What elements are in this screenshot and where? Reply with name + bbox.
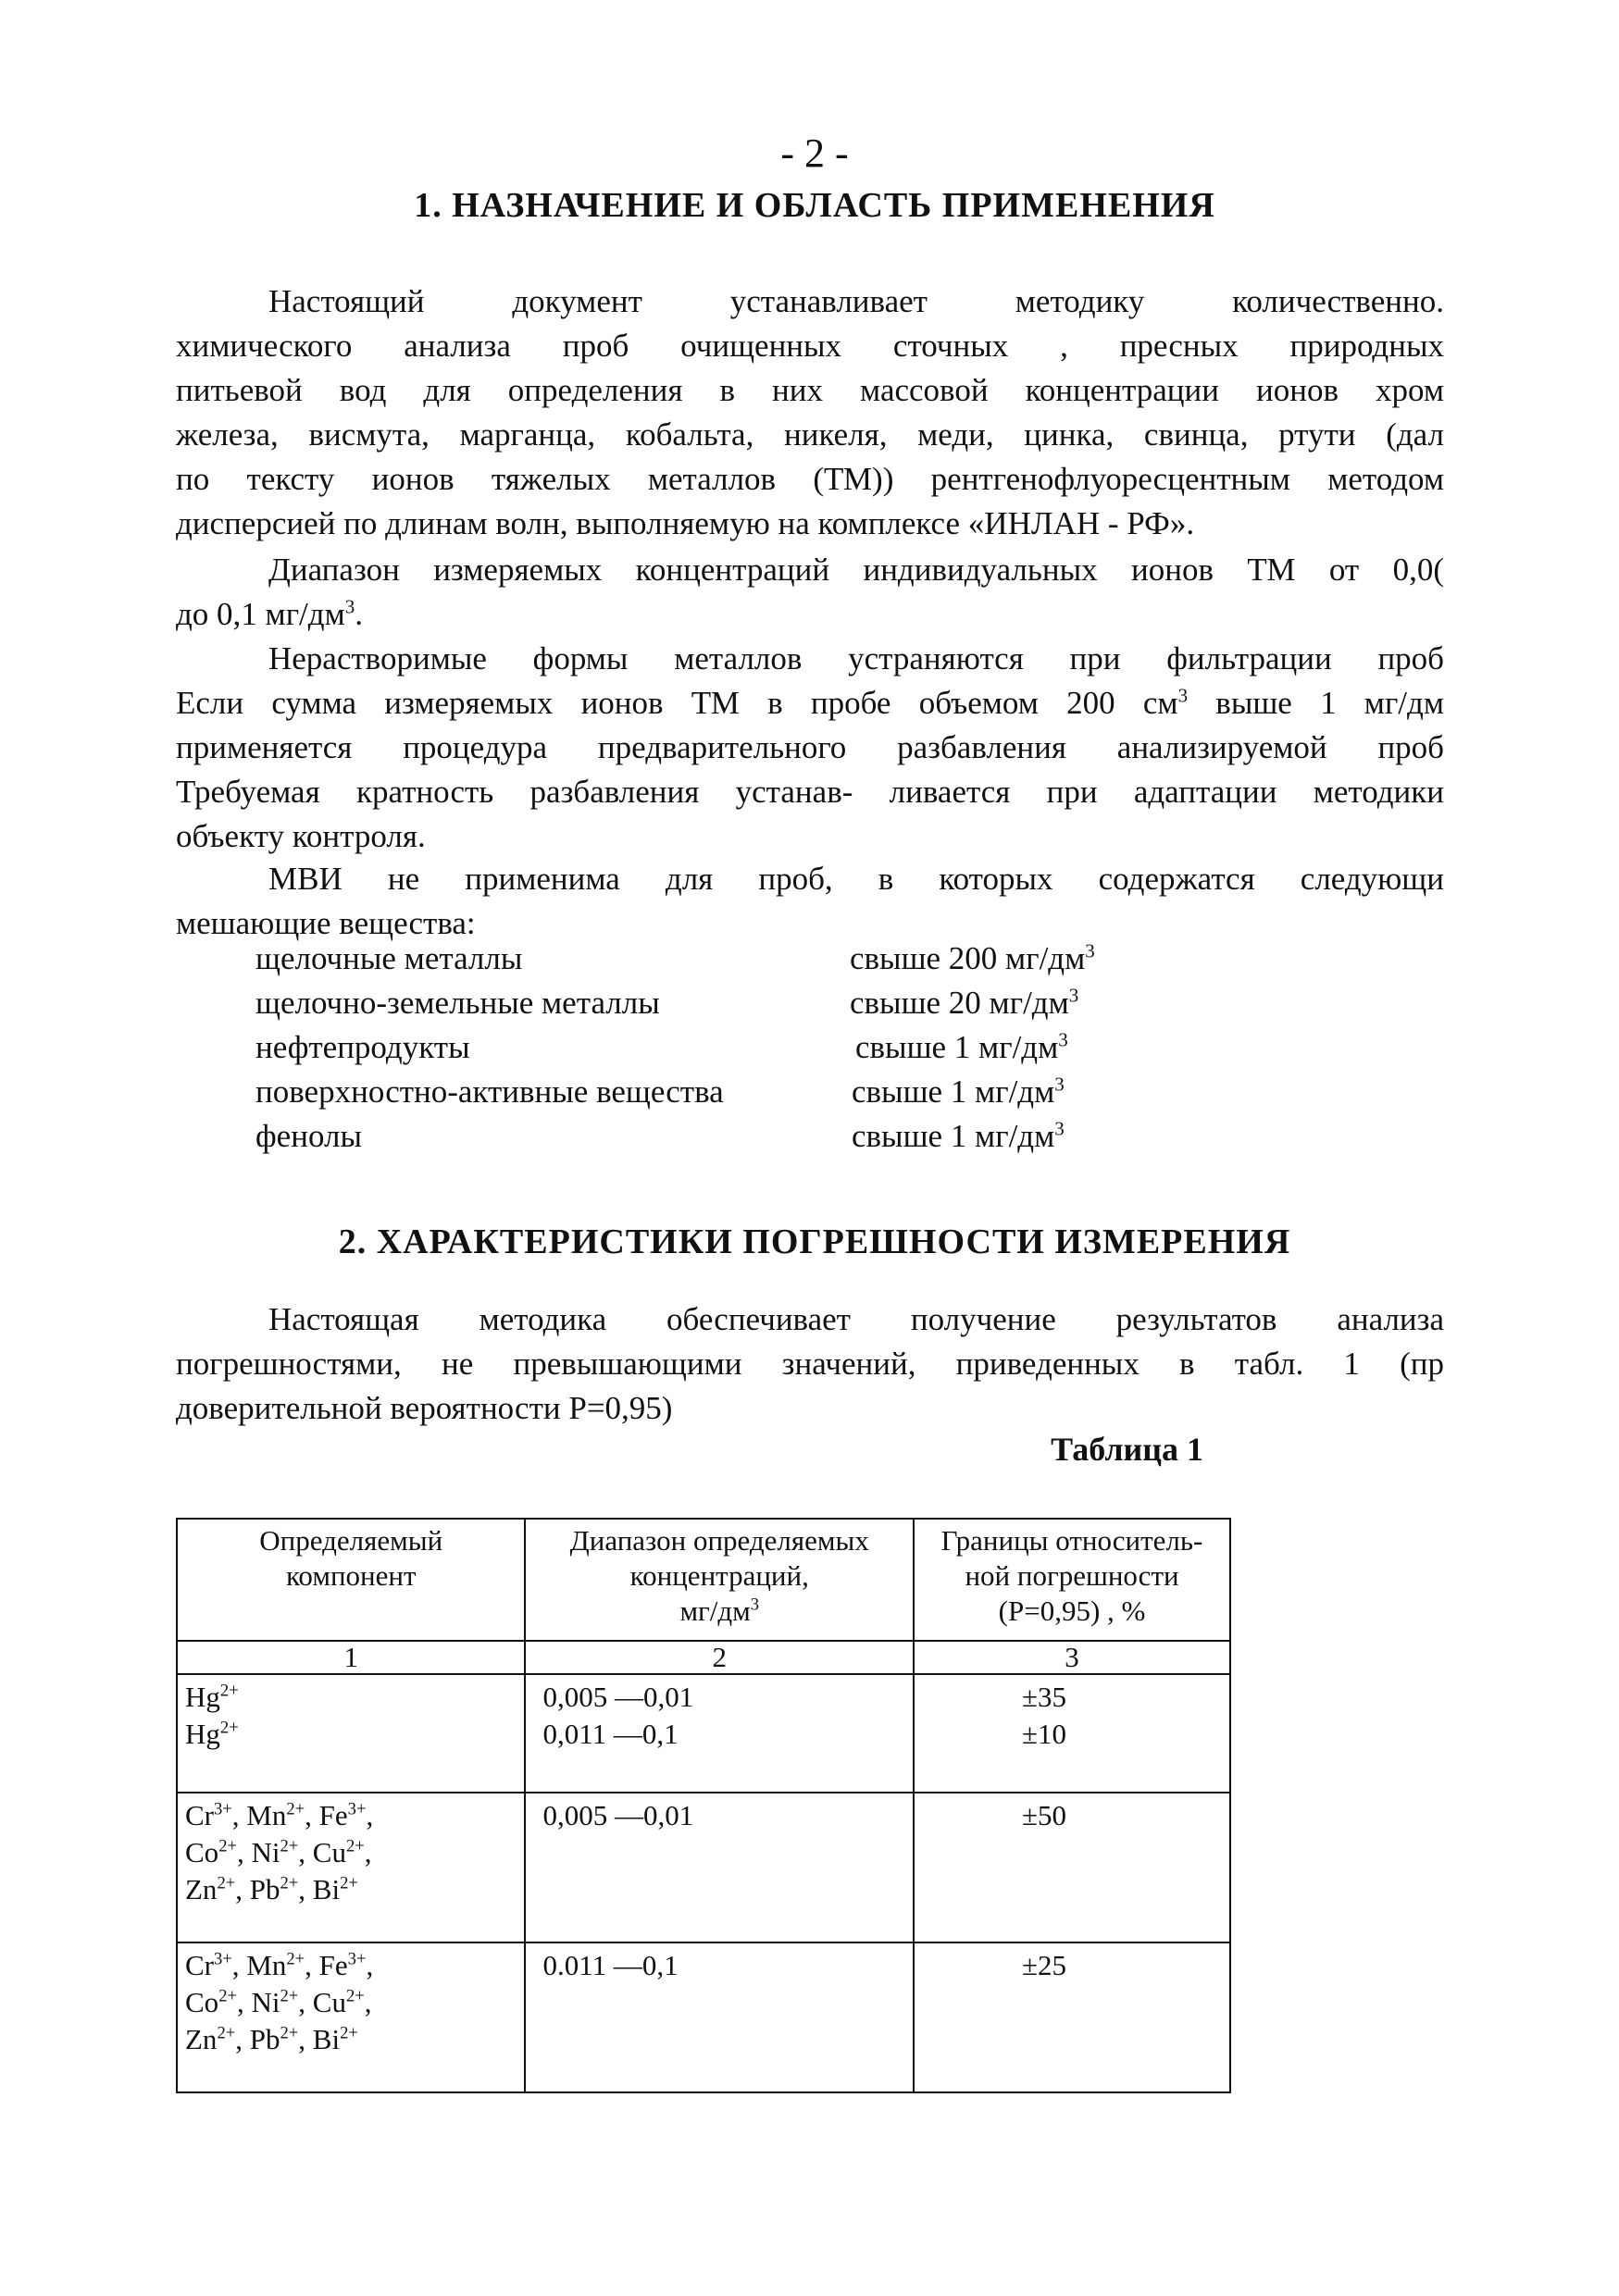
component-cell [177,1942,525,2092]
ion-symbol: , Ni [236,1836,280,1868]
text-line: Настоящий документ устанавливает методику количественно. [268,283,1444,319]
limit-text: свыше 1 мг/дм [855,1029,1059,1065]
text-line: Диапазон измеряемых концентраций индивидуальных ионов ТМ от 0,0( [268,552,1444,588]
text-line: Требуемая кратность разбавления устанав- ливается при адаптации методики [176,774,1444,810]
range-cell [525,1793,914,1942]
ion-charge: 2+ [280,1986,299,2006]
header-line: ной погрешности [965,1559,1179,1592]
section-1-paragraph-1 [176,279,1444,546]
ion-charge: 3+ [347,1799,367,1819]
text-line: дисперсией по длинам волн, выполняемую на комплексе «ИНЛАН - РФ». [176,505,1195,541]
interferent-name: фенолы [255,1118,362,1154]
ion-charge: 2+ [217,2023,236,2043]
limit-text: свыше 1 мг/дм [852,1074,1055,1110]
range-value: 0,005 —0,01 [542,1681,694,1713]
component-line [185,1871,517,1908]
ion-symbol: Cr [185,1949,214,1981]
ion-charge: 2+ [340,1873,358,1893]
interferent-name: нефтепродукты [255,1029,470,1065]
ion-symbol: , Ni [236,1986,280,2018]
superscript: 3 [1085,939,1095,962]
range-value: 0,005 —0,01 [542,1799,694,1831]
interferent-limit [852,1074,1065,1111]
interferent-limit [852,1118,1065,1155]
superscript: 3 [1054,1117,1065,1140]
error-cell [914,1793,1230,1942]
section-2-title: 2. ХАРАКТЕРИСТИКИ ПОГРЕШНОСТИ ИЗМЕРЕНИЯ [338,1222,1291,1261]
text-line: МВИ не применима для проб, в которых содержатся следующи [268,861,1444,897]
error-value: ±50 [1022,1799,1067,1831]
component-line [185,1834,517,1871]
column-header-error [914,1519,1230,1641]
error-cell [914,1942,1230,2092]
range-value: 0,011 —0,1 [542,1718,679,1750]
header-line: Границы относитель- [940,1524,1203,1557]
column-header-component [177,1519,525,1641]
ion-symbol: Cr [185,1799,214,1831]
ion-charge: 2+ [219,1718,239,1738]
ion-charge: 2+ [280,1873,299,1893]
ion-symbol: , Mn [231,1949,287,1981]
ion-symbol: , Cu [298,1986,346,2018]
text-line: мешающие вещества: [176,905,476,941]
component-line [185,1947,517,1984]
ion-symbol: Hg [185,1718,220,1750]
text-line [176,681,1444,726]
component-line [185,2021,517,2058]
error-value: ±10 [1022,1718,1067,1750]
header-line: Диапазон определяемых [569,1524,869,1557]
text-line: по тексту ионов тяжелых металлов (ТМ)) рентгенофлуоресцентным методом [176,461,1444,497]
component-line [185,1716,517,1753]
text-line: химического анализа проб очищенных сточных , пресных природных [176,328,1444,364]
error-value: ±25 [1022,1949,1067,1981]
section-2-paragraph-1 [176,1297,1444,1431]
section-1-paragraph-3 [176,637,1444,859]
ion-symbol: , Mn [231,1799,287,1831]
text-line: погрешностями, не превышающими значений, приведенных в табл. 1 (пр [176,1346,1444,1382]
page-number: - 2 - [780,130,849,176]
superscript: 3 [750,1595,760,1615]
interferent-limit [850,940,1095,977]
component-line [185,1679,517,1716]
ion-charge: 3+ [347,1949,367,1969]
table-row [177,1793,1230,1942]
superscript: 3 [1177,684,1189,707]
interferent-name: щелочные металлы [255,940,523,976]
column-number: 3 [914,1641,1230,1674]
ion-symbol: , Fe [305,1949,348,1981]
superscript: 3 [1068,984,1079,1007]
superscript: 3 [1054,1073,1065,1096]
component-cell [177,1674,525,1793]
ion-charge: 2+ [219,1681,239,1701]
table-body [177,1641,1230,2092]
ion-symbol: , [364,1986,372,2018]
ion-charge: 2+ [218,1836,237,1856]
ion-charge: 2+ [217,1873,236,1893]
ion-symbol: , [366,1799,374,1831]
section-1-paragraph-2 [176,548,1444,637]
ion-symbol: , [366,1949,374,1981]
text-line: железа, висмута, марганца, кобальта, никеля, меди, цинка, свинца, ртути (дал [176,416,1444,453]
superscript: 3 [1058,1028,1068,1051]
ion-symbol: , Fe [305,1799,348,1831]
component-cell [177,1793,525,1942]
header-line: (P=0,95) , % [998,1595,1146,1627]
superscript: 3 [344,595,355,618]
text-line: применяется процедура предварительного разбавления анализируемой проб [176,729,1444,765]
ion-symbol: Hg [185,1681,220,1713]
component-line [185,1984,517,2021]
ion-symbol: , Pb [235,1873,280,1905]
ion-charge: 2+ [345,1836,365,1856]
column-number-row [177,1641,1230,1674]
table-caption: Таблица 1 [1051,1431,1203,1468]
interferent-limit [850,985,1078,1022]
limit-text: свыше 1 мг/дм [852,1118,1055,1154]
text-line: Нерастворимые формы металлов устраняются при фильтрации проб [268,640,1444,676]
section-1-paragraph-4 [176,857,1444,946]
text-line: Настоящая методика обеспечивает получение результатов анализа [268,1301,1444,1337]
error-cell [914,1674,1230,1793]
ion-charge: 2+ [280,1836,299,1856]
ion-symbol: , Bi [298,2023,341,2055]
range-cell [525,1942,914,2092]
ion-symbol: Co [185,1986,219,2018]
range-value: 0.011 —0,1 [542,1949,679,1981]
text-line: питьевой вод для определения в них массовой концентрации ионов хром [176,372,1444,408]
ion-symbol: , Bi [298,1873,341,1905]
table-row [177,1674,1230,1793]
header-line: мг/дм [679,1595,751,1627]
header-line: Определяемый [259,1524,443,1557]
column-number: 1 [177,1641,525,1674]
column-number: 2 [525,1641,914,1674]
interferent-limit [855,1029,1068,1066]
component-line [185,1797,517,1834]
limit-text: свыше 200 мг/дм [850,940,1086,976]
interferent-name: щелочно-земельные металлы [255,985,660,1021]
ion-symbol: , Cu [298,1836,346,1868]
table-header-row [177,1519,1230,1641]
range-cell [525,1674,914,1793]
header-line: концентраций, [629,1559,809,1592]
ion-charge: 2+ [345,1986,365,2006]
text-fragment: . [355,596,363,632]
ion-charge: 2+ [280,2023,299,2043]
text-line: доверительной вероятности P=0,95) [176,1390,673,1426]
ion-charge: 2+ [340,2023,358,2043]
section-1-title: 1. НАЗНАЧЕНИЕ И ОБЛАСТЬ ПРИМЕНЕНИЯ [414,186,1215,225]
error-characteristics-table [176,1518,1231,2093]
ion-charge: 3+ [214,1949,232,1969]
ion-charge: 2+ [286,1799,305,1819]
ion-charge: 2+ [286,1949,305,1969]
text-fragment: выше 1 мг/дм [1188,685,1444,721]
table-row [177,1942,1230,2092]
header-line: компонент [285,1559,417,1592]
text-fragment: до 0,1 мг/дм [176,596,345,632]
text-line: объекту контроля. [176,818,426,854]
limit-text: свыше 20 мг/дм [850,985,1069,1021]
ion-charge: 3+ [214,1799,232,1819]
interferent-name: поверхностно-активные вещества [255,1074,724,1110]
ion-symbol: Zn [185,1873,218,1905]
ion-symbol: Zn [185,2023,218,2055]
ion-symbol: , [364,1836,372,1868]
text-fragment: Если сумма измеряемых ионов ТМ в пробе объемом 200 см [176,685,1178,721]
text-line [176,592,1444,637]
ion-symbol: Co [185,1836,219,1868]
column-header-range [525,1519,914,1641]
error-value: ±35 [1022,1681,1067,1713]
ion-symbol: , Pb [235,2023,280,2055]
ion-charge: 2+ [218,1986,237,2006]
